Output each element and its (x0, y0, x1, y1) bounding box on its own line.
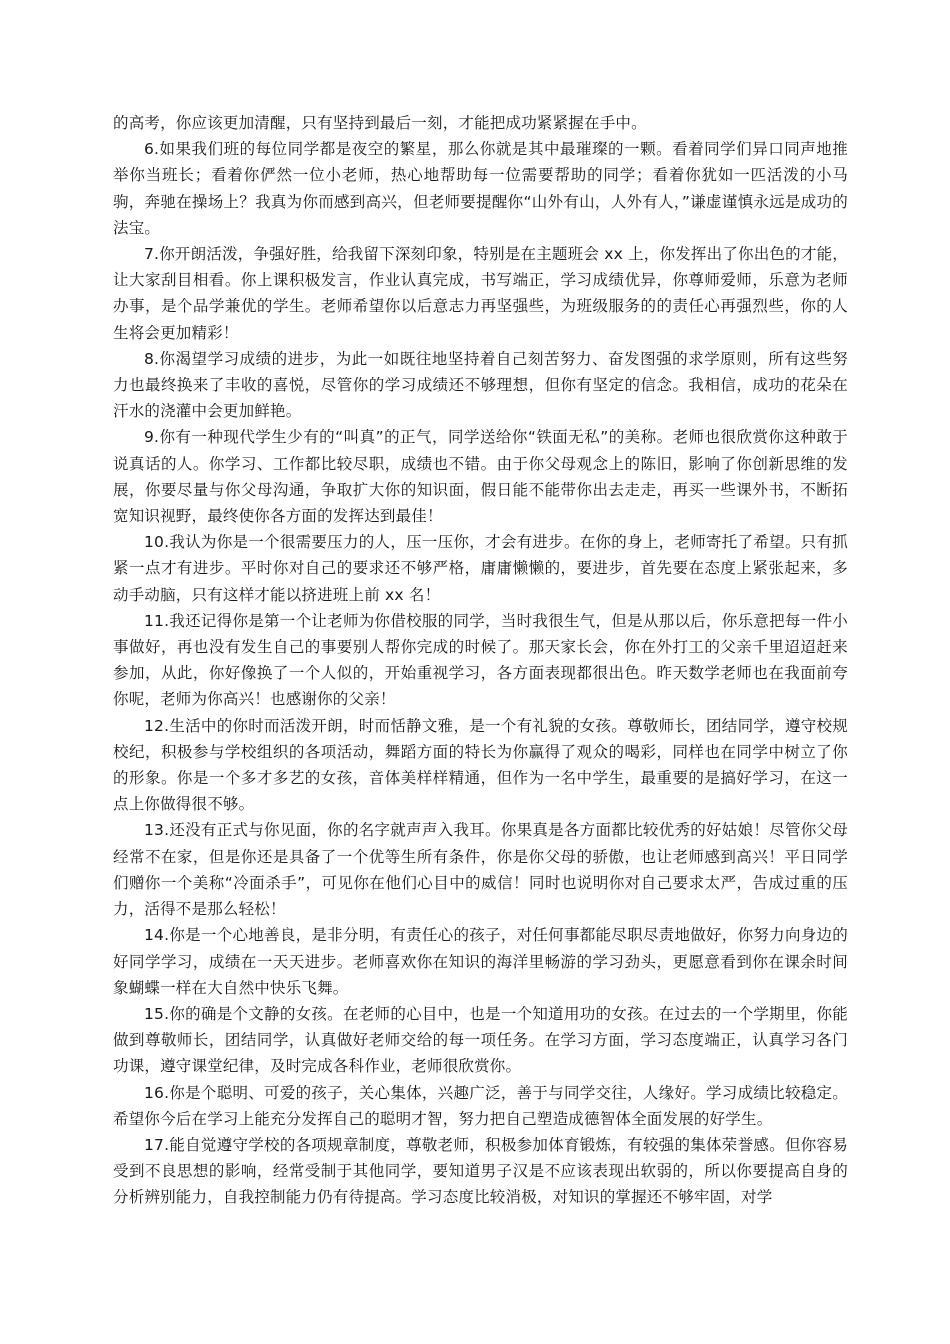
paragraph-8: 8.你渴望学习成绩的进步，为此一如既往地坚持着自己刻苦努力、奋发图强的求学原则，所有这些努力也最终换来了丰收的喜悦，尽管你的学习成绩还不够理想，但你有坚定的信念。我相信，成功的花朵在汗水的浇灌中会更加鲜艳。 (113, 349, 848, 421)
paragraph-11: 11.我还记得你是第一个让老师为你借校服的同学，当时我很生气，但是从那以后，你乐意把每一件小事做好，再也没有发生自己的事要别人帮你完成的时候了。那天家长会，你在外打工的父亲千里迢迢赶来参加，从此，你好像换了一个人似的，开始重视学习，各方面表现都很出色。昨天数学老师也在我面前夸你呢，老师为你高兴！也感谢你的父亲！ (113, 611, 848, 709)
paragraph-13: 13.还没有正式与你见面，你的名字就声声入我耳。你果真是各方面都比较优秀的好姑娘！尽管你父母经常不在家，但是你还是具备了一个优等生所有条件，你是你父母的骄傲，也让老师感到高兴！平日同学们赠你一个美称“冷面杀手”，可见你在他们心目中的威信！同时也说明你对自己要求太严，告成过重的压力，活得不是那么轻松！ (113, 821, 848, 919)
paragraph-15: 15.你的确是个文静的女孩。在老师的心目中，也是一个知道用功的女孩。在过去的一个学期里，你能做到尊敬师长，团结同学，认真做好老师交给的每一项任务。在学习方面，学习态度端正，认真学习各门功课，遵守课堂纪律，及时完成各科作业，老师很欣赏你。 (113, 1004, 848, 1076)
paragraph-12: 12.生活中的你时而活泼开朗，时而恬静文雅，是一个有礼貌的女孩。尊敬师长，团结同学，遵守校规校纪，积极参与学校组织的各项活动，舞蹈方面的特长为你赢得了观众的喝彩，同样也在同学中树立了你的形象。你是一个多才多艺的女孩，音体美样样精通，但作为一名中学生，最重要的是搞好学习，在这一点上你做得很不够。 (113, 716, 848, 814)
paragraph-9: 9.你有一种现代学生少有的“叫真”的正气，同学送给你“铁面无私”的美称。老师也很欣赏你这种敢于说真话的人。你学习、工作都比较尽职，成绩也不错。由于你父母观念上的陈旧，影响了你创新思维的发展，你要尽量与你父母沟通，争取扩大你的知识面，假日能不能带你出去走走，再买一些课外书，不断拓宽知识视野，最终使你各方面的发挥达到最佳！ (113, 428, 848, 526)
paragraph-16: 16.你是个聪明、可爱的孩子，关心集体，兴趣广泛，善于与同学交往，人缘好。学习成绩比较稳定。希望你今后在学习上能充分发挥自己的聪明才智，努力把自己塑造成德智体全面发展的好学生。 (113, 1083, 848, 1128)
paragraph-14: 14.你是一个心地善良，是非分明，有责任心的孩子，对任何事都能尽职尽责地做好，你努力向身边的好同学学习，成绩在一天天进步。老师喜欢你在知识的海洋里畅游的学习劲头，更愿意看到你在课余时间象蝴蝶一样在大自然中快乐飞舞。 (113, 926, 848, 997)
paragraph-continuation: 的高考，你应该更加清醒，只有坚持到最后一刻，才能把成功紧紧握在手中。 (113, 114, 647, 132)
paragraph-6: 6.如果我们班的每位同学都是夜空的繁星，那么你就是其中最璀璨的一颗。看着同学们异口同声地推举你当班长；看着你俨然一位小老师，热心地帮助每一位需要帮助的同学；看着你犹如一匹活泼的小马驹，奔驰在操场上？我真为你而感到高兴，但老师要提醒你“山外有山，人外有人，”谦虚谨慎永远是成功的法宝。 (113, 140, 848, 237)
document-body (113, 110, 848, 1211)
paragraph-10: 10.我认为你是一个很需要压力的人，压一压你，才会有进步。在你的身上，老师寄托了希望。只有抓紧一点才有进步。平时你对自己的要求还不够严格，庸庸懒懒的，要进步，首先要在态度上紧张起来，多动手动脑，只有这样才能以挤进班上前 xx 名！ (113, 533, 848, 604)
paragraph-17: 17.能自觉遵守学校的各项规章制度，尊敬老师，积极参加体育锻炼，有较强的集体荣誉感。但你容易受到不良思想的影响，经常受制于其他同学，要知道男子汉是不应该表现出软弱的，所以你要提高自身的分析辨别能力，自我控制能力仍有待提高。学习态度比较消极，对知识的掌握还不够牢固，对学 (113, 1135, 848, 1207)
paragraph-7: 7.你开朗活泼，争强好胜，给我留下深刻印象，特别是在主题班会 xx 上，你发挥出了你出色的才能，让大家刮目相看。你上课积极发言，作业认真完成，书写端正，学习成绩优异，你尊师爱师，乐意为老师办事，是个品学兼优的学生。老师希望你以后意志力再坚强些，为班级服务的的责任心再强烈些，你的人生将会更加精彩！ (113, 245, 848, 342)
